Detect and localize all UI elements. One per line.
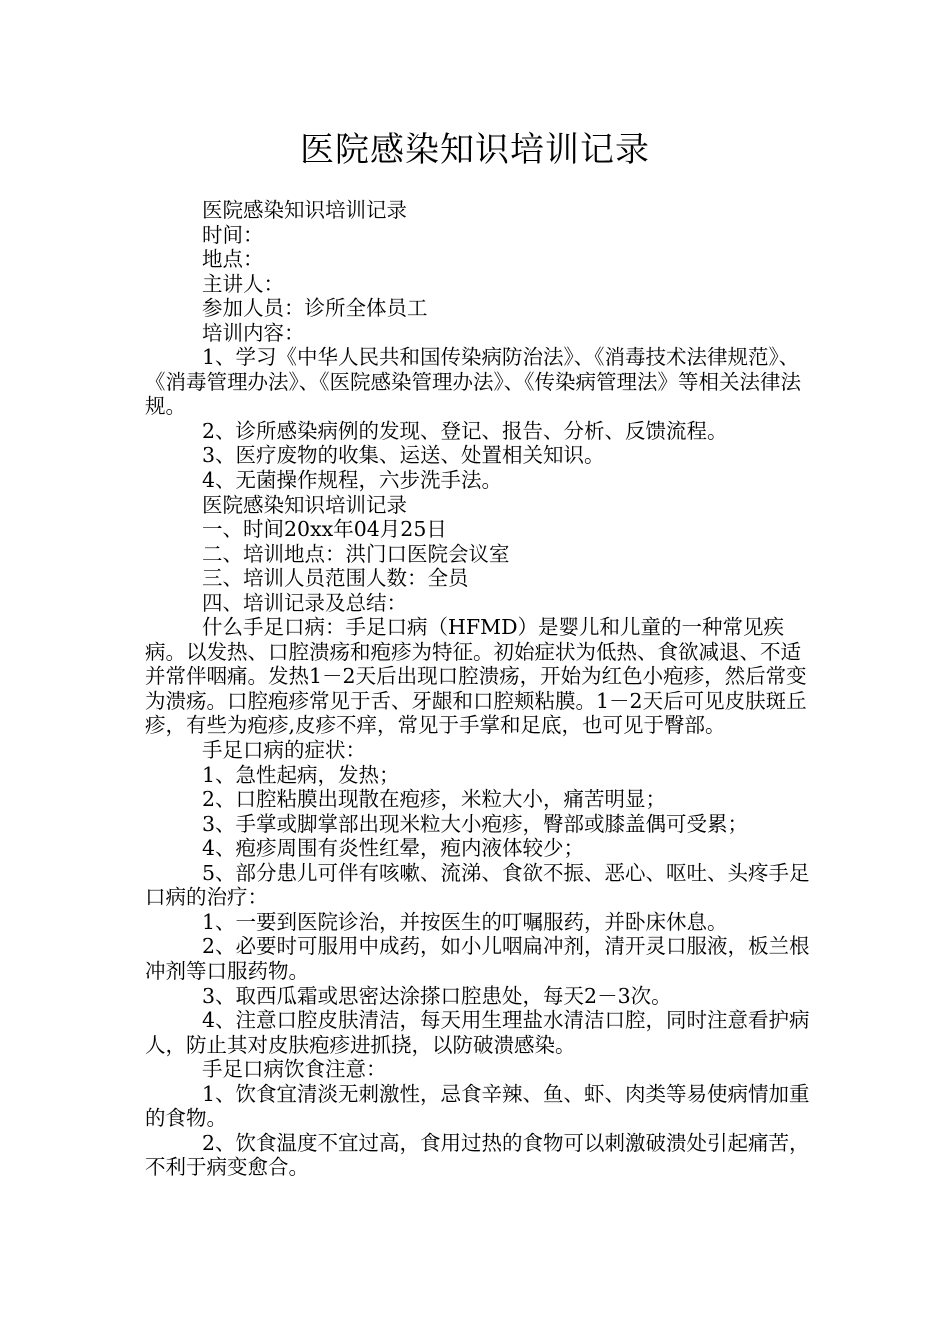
record-scope: 三、培训人员范围人数：全员 <box>202 566 469 591</box>
treatment-item-2: 2、必要时可服用中成药，如小儿咽扁冲剂，清开灵口服液，板兰根冲剂等口服药物。 <box>145 934 810 983</box>
content-item-2: 2、诊所感染病例的发现、登记、报告、分析、反馈流程。 <box>202 418 728 443</box>
record-location: 二、培训地点：洪门口医院会议室 <box>202 541 510 566</box>
symptom-item-3: 3、手掌或脚掌部出现米粒大小疱疹，臀部或膝盖偶可受累； <box>202 811 749 836</box>
treatment-item-4: 4、注意口腔皮肤清洁，每天用生理盐水清洁口腔，同时注意看护病人，防止其对皮肤疱疹进抓挠，以防破溃感染。 <box>145 1008 810 1057</box>
symptom-item-1: 1、急性起病，发热； <box>202 762 400 787</box>
document-body <box>145 198 815 1180</box>
content-item-1: 1、学习《中华人民共和国传染病防治法》、《消毒技术法律规范》、《消毒管理办法》、《医院感染管理办法》、《传染病管理法》等相关法律法规。 <box>145 345 801 419</box>
section-heading: 医院感染知识培训记录 <box>202 492 407 517</box>
symptom-item-5: 5、部分患儿可伴有咳嗽、流涕、食欲不振、恶心、呕吐、头疼手足口病的治疗： <box>145 860 810 910</box>
symptom-item-4: 4、疱疹周围有炎性红晕，疱内液体较少； <box>202 836 585 861</box>
section-heading: 医院感染知识培训记录 <box>202 198 407 222</box>
attendees-field: 参加人员：诊所全体员工 <box>202 296 428 321</box>
content-item-4: 4、无菌操作规程，六步洗手法。 <box>202 468 503 493</box>
symptoms-heading: 手足口病的症状： <box>202 738 366 763</box>
symptom-item-2: 2、口腔粘膜出现散在疱疹，米粒大小，痛苦明显； <box>202 787 667 812</box>
document-title: 医院感染知识培训记录 <box>300 130 650 170</box>
diet-item-2: 2、饮食温度不宜过高，食用过热的食物可以刺激破溃处引起痛苦，不利于病变愈合。 <box>145 1130 810 1180</box>
content-item-3: 3、医疗废物的收集、运送、处置相关知识。 <box>202 443 605 468</box>
hfmd-definition: 什么手足口病：手足口病（HFMD）是婴儿和儿童的一种常见疾病。以发热、口腔溃疡和疱疹为特征。初始症状为低热、食欲减退、不适并常伴咽痛。发热1－2天后出现口腔溃疡，开始为红色小疱疹，然后常变为溃疡。口腔疱疹常见于舌、牙龈和口腔颊粘膜。1－2天后可见皮肤斑丘疹，有些为疱疹,皮疹不痒，常见于手掌和足底，也可见于臀部。 <box>145 615 807 738</box>
time-field: 时间： <box>202 222 264 247</box>
record-summary-heading: 四、培训记录及总结： <box>202 590 407 615</box>
treatment-item-3: 3、取西瓜霜或思密达涂搽口腔患处，每天2－3次。 <box>202 983 672 1008</box>
diet-heading: 手足口病饮食注意： <box>202 1057 387 1082</box>
record-time: 一、时间20xx年04月25日 <box>202 517 447 542</box>
speaker-field: 主讲人： <box>202 271 284 296</box>
diet-item-1: 1、饮食宜清淡无刺激性，忌食辛辣、鱼、虾、肉类等易使病情加重的食物。 <box>145 1081 810 1131</box>
location-field: 地点： <box>202 247 264 272</box>
content-heading: 培训内容： <box>202 320 305 345</box>
treatment-item-1: 1、一要到医院诊治，并按医生的叮嘱服药，并卧床休息。 <box>202 909 728 934</box>
